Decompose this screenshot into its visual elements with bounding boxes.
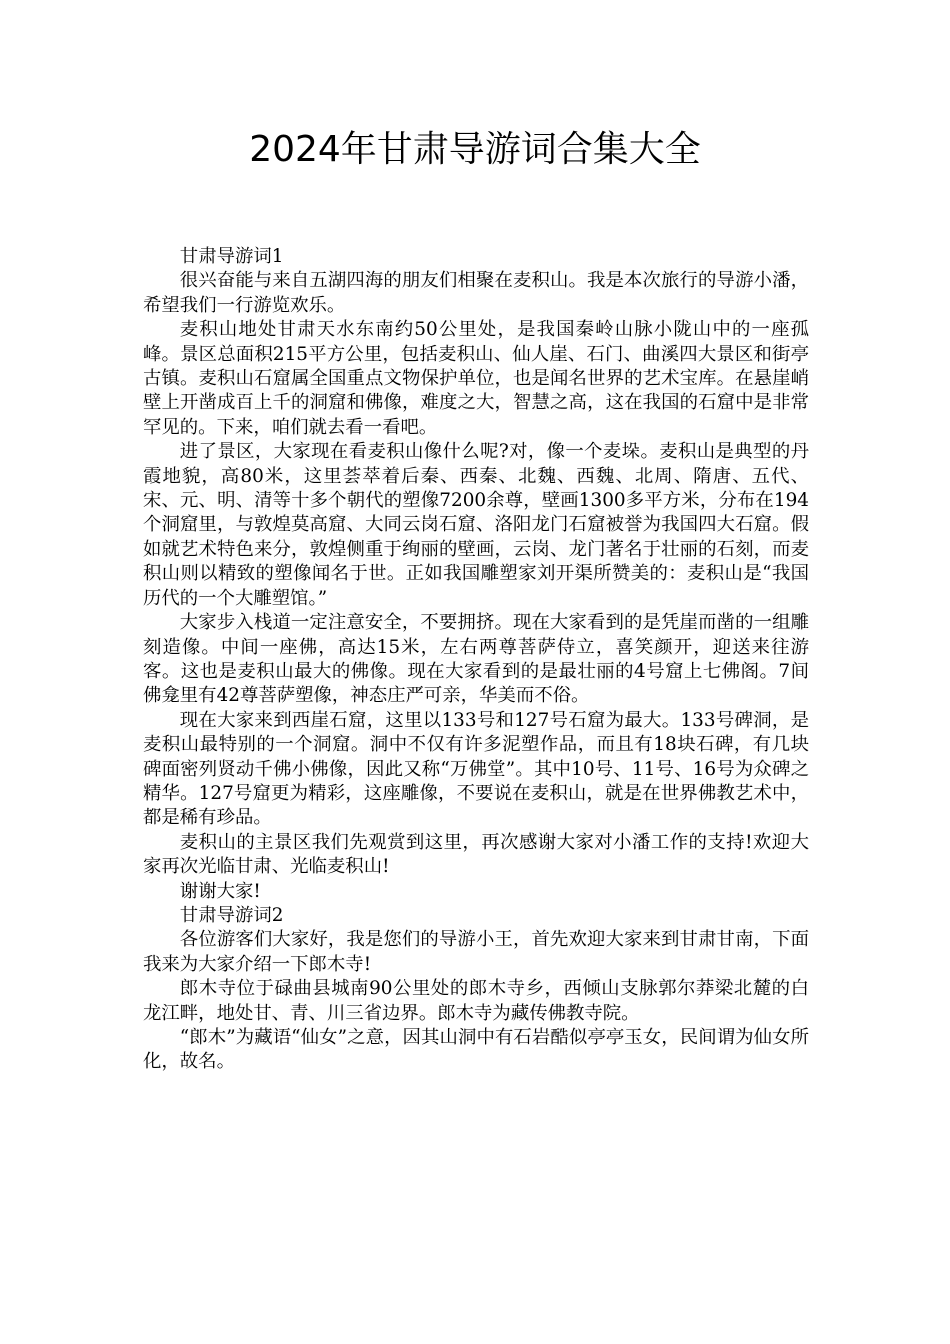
paragraph: “郎木”为藏语“仙女”之意，因其山洞中有石岩酷似亭亭玉女，民间谓为仙女所化，故名。 — [143, 1027, 809, 1073]
paragraph: 麦积山地处甘肃天水东南约50公里处，是我国秦岭山脉小陇山中的一座孤峰。景区总面积215平方公里，包括麦积山、仙人崖、石门、曲溪四大景区和街亭古镇。麦积山石窟属全国重点文物保护单位，也是闻名世界的艺术宝库。在悬崖峭壁上开凿成百上千的洞窟和佛像，难度之大，智慧之高，这在我国的石窟中是非常罕见的。下来，咱们就去看一看吧。 — [143, 319, 809, 438]
paragraph: 现在大家来到西崖石窟，这里以133号和127号石窟为最大。133号碑洞，是麦积山最特别的一个洞窟。洞中不仅有许多泥塑作品，而且有18块石碑，有几块碑面密列贤动千佛小佛像，因此又称“万佛堂”。其中10号、11号、16号为众碑之精华。127号窟更为精彩，这座雕像，不要说在麦积山，就是在世界佛教艺术中，都是稀有珍品。 — [143, 709, 809, 829]
paragraph: 麦积山的主景区我们先观赏到这里，再次感谢大家对小潘工作的支持!欢迎大家再次光临甘肃、光临麦积山! — [143, 831, 809, 878]
paragraph: 很兴奋能与来自五湖四海的朋友们相聚在麦积山。我是本次旅行的导游小潘，希望我们一行游览欢乐。 — [143, 270, 809, 316]
section-heading: 甘肃导游词2 — [179, 904, 284, 926]
paragraph: 谢谢大家! — [179, 880, 261, 902]
paragraph: 大家步入栈道一定注意安全，不要拥挤。现在大家看到的是凭崖而凿的一组雕刻造像。中间一座佛，高达15米，左右两尊菩萨侍立，喜笑颜开，迎送来往游客。这也是麦积山最大的佛像。现在大家看到的是最壮丽的4号窟上七佛阁。7间佛龛里有42尊菩萨塑像，神态庄严可亲，华美而不俗。 — [143, 612, 809, 707]
paragraph: 各位游客们大家好，我是您们的导游小王，首先欢迎大家来到甘肃甘南，下面我来为大家介绍一下郎木寺! — [143, 929, 809, 975]
document-body — [143, 245, 809, 1075]
paragraph: 进了景区，大家现在看麦积山像什么呢?对，像一个麦垛。麦积山是典型的丹霞地貌，高80米，这里荟萃着后秦、西秦、北魏、西魏、北周、隋唐、五代、宋、元、明、清等十多个朝代的塑像7200余尊，壁画1300多平方米，分布在194个洞窟里，与敦煌莫高窟、大同云岗石窟、洛阳龙门石窟被誉为我国四大石窟。假如就艺术特色来分，敦煌侧重于绚丽的壁画，云岗、龙门著名于壮丽的石刻，而麦积山则以精致的塑像闻名于世。正如我国雕塑家刘开渠所赞美的：麦积山是“我国历代的一个大雕塑馆。” — [143, 441, 809, 609]
section-heading: 甘肃导游词1 — [179, 246, 284, 267]
paragraph: 郎木寺位于碌曲县城南90公里处的郎木寺乡，西倾山支脉郭尔莽梁北麓的白龙江畔，地处甘、青、川三省边界。郎木寺为藏传佛教寺院。 — [143, 978, 809, 1024]
document-title: 2024年甘肃导游词合集大全 — [249, 129, 701, 170]
